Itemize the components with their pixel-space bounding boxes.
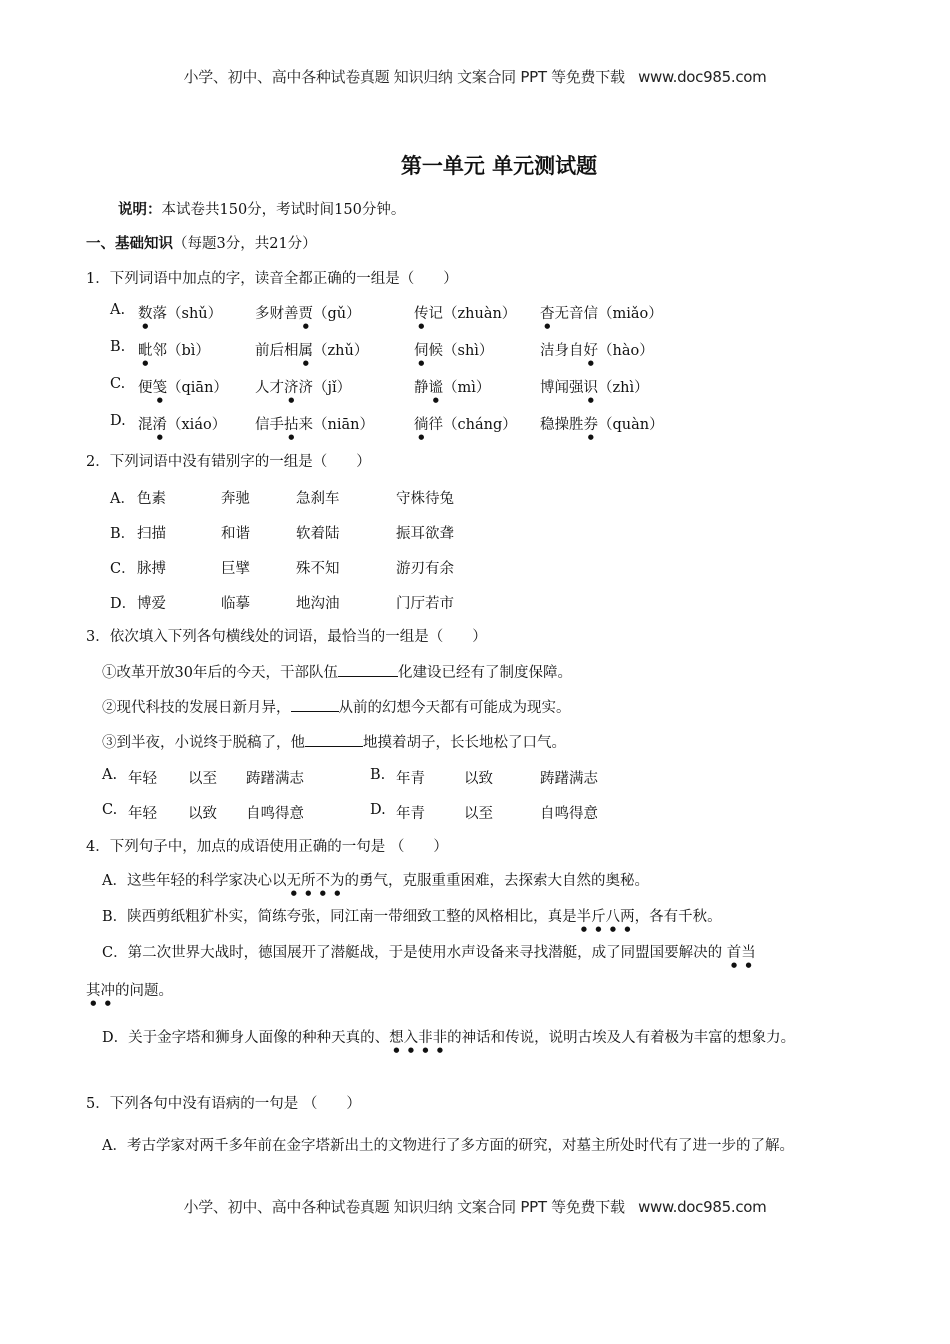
question-4-stem: 4．下列句子中，加点的成语使用正确的一句是 （ ）: [86, 839, 448, 855]
word-item: 急刹车: [296, 491, 340, 507]
question-5-option-a: A．考古学家对两千多年前在金字塔新出土的文物进行了多方面的研究，对墓主所处时代有了进一步的了解。: [102, 1138, 794, 1154]
word-item: 博爱: [137, 596, 166, 612]
pinyin-item: 传记（zhuàn）: [414, 306, 517, 322]
question-4-option-c-line1: C．第二次世界大战时，德国展开了潜艇战，于是使用水声设备来寻找潜艇，成了同盟国要解决的 首当: [102, 945, 756, 961]
option-letter: B.: [370, 767, 386, 783]
note-text: 本试卷共150分，考试时间150分钟。: [161, 202, 406, 218]
dotted-char: 识: [583, 380, 598, 396]
dotted-idiom: 无所不为: [286, 873, 345, 889]
dotted-char: 毗: [138, 343, 153, 359]
pinyin-item: 毗邻（bì）: [138, 343, 210, 359]
pinyin-item: 信手拈来（niān）: [255, 417, 374, 433]
dotted-idiom: 其冲: [86, 983, 115, 999]
dotted-char: 谧: [428, 380, 443, 396]
section-heading: [86, 234, 317, 254]
blank-line: [305, 732, 363, 747]
question-4-option-b: B．陕西剪纸粗犷朴实，简练夸张，同江南一带细致工整的风格相比，真是半斤八两，各有千秋。: [102, 909, 722, 925]
word-item: 以致: [188, 806, 217, 822]
question-4-option-c-line2: 其冲的问题。: [86, 983, 173, 999]
pinyin-item: 混淆（xiáo）: [138, 417, 227, 433]
question-4-option-a: A．这些年轻的科学家决心以无所不为的勇气，克服重重困难，去探索大自然的奥秘。: [102, 873, 649, 889]
option-letter: D.: [370, 802, 386, 818]
option-letter: A．: [110, 491, 135, 507]
pinyin-item: 数落（shǔ）: [138, 306, 223, 322]
option-letter: A.: [102, 767, 118, 783]
word-item: 和谐: [221, 526, 250, 542]
option-letter: B．: [110, 526, 136, 542]
pinyin-item: 伺候（shì）: [414, 343, 494, 359]
word-item: 扫描: [137, 526, 166, 542]
pinyin-item: 静谧（mì）: [414, 380, 491, 396]
blank-line: [338, 662, 398, 677]
dotted-char: 数: [138, 306, 153, 322]
pinyin-item: 多财善贾（gǔ）: [255, 306, 361, 322]
dotted-char: 杳: [540, 306, 555, 322]
option-letter: C．: [110, 561, 136, 577]
pinyin-item: 便笺（qiān）: [138, 380, 228, 396]
section-detail: （每题3分，共21分）: [173, 236, 317, 252]
word-item: 软着陆: [296, 526, 340, 542]
word-item: 年轻: [128, 806, 157, 822]
dotted-idiom: 半斤八两: [576, 909, 635, 925]
section-title: 一、基础知识: [86, 236, 173, 252]
word-item: 临摹: [221, 596, 250, 612]
dotted-char: 淆: [152, 417, 167, 433]
dotted-char: 券: [583, 417, 598, 433]
banner-text: 小学、初中、高中各种试卷真题 知识归纳 文案合同 PPT 等免费下载: [183, 68, 625, 86]
pinyin-item: 杳无音信（miǎo）: [540, 306, 663, 322]
word-item: 脉搏: [137, 561, 166, 577]
option-letter: C.: [102, 802, 118, 818]
word-item: 以至: [188, 771, 217, 787]
dotted-char: 属: [298, 343, 313, 359]
note-label: 说明：: [118, 202, 162, 218]
word-item: 年青: [396, 771, 425, 787]
pinyin-item: 稳操胜券（quàn）: [540, 417, 664, 433]
banner-url[interactable]: www.doc985.com: [638, 1198, 767, 1216]
dotted-char: 传: [414, 306, 429, 322]
word-item: 年轻: [128, 771, 157, 787]
dotted-char: 笺: [152, 380, 167, 396]
word-item: 守株待兔: [396, 491, 454, 507]
question-4-option-d: D．关于金字塔和狮身人面像的种种天真的、想入非非的神话和传说，说明古埃及人有着极为丰富的想象力。: [102, 1030, 796, 1046]
word-item: 以致: [464, 771, 493, 787]
word-item: 自鸣得意: [246, 806, 304, 822]
word-item: 以至: [464, 806, 493, 822]
question-3-stem: 3．依次填入下列各句横线处的词语，最恰当的一组是（ ）: [86, 629, 487, 645]
word-item: 巨擘: [221, 561, 250, 577]
question-2-stem: 2．下列词语中没有错别字的一组是（ ）: [86, 454, 371, 470]
option-letter: D.: [110, 413, 126, 429]
option-letter: A.: [110, 302, 126, 318]
word-item: 自鸣得意: [540, 806, 598, 822]
word-item: 振耳欲聋: [396, 526, 454, 542]
header-banner: [0, 66, 950, 87]
question-1-stem: 1．下列词语中加点的字，读音全都正确的一组是（ ）: [86, 271, 458, 287]
pinyin-item: 徜徉（cháng）: [414, 417, 517, 433]
dotted-char: 伺: [414, 343, 429, 359]
word-item: 门厅若市: [396, 596, 454, 612]
word-item: 地沟油: [296, 596, 340, 612]
fill-sentence: ②现代科技的发展日新月异， 从前的幻想今天都有可能成为现实。: [102, 697, 571, 718]
word-item: 游刃有余: [396, 561, 454, 577]
pinyin-item: 博闻强识（zhì）: [540, 380, 649, 396]
word-item: 年青: [396, 806, 425, 822]
dotted-idiom: 想入非非: [389, 1030, 448, 1046]
word-item: 踌躇满志: [246, 771, 304, 787]
option-letter: C.: [110, 376, 126, 392]
page-title: 第一单元 单元测试题: [400, 154, 598, 178]
dotted-char: 好: [583, 343, 598, 359]
option-letter: B.: [110, 339, 126, 355]
word-item: 踌躇满志: [540, 771, 598, 787]
pinyin-item: 洁身自好（hào）: [540, 343, 654, 359]
exam-note: [118, 200, 405, 220]
banner-text: 小学、初中、高中各种试卷真题 知识归纳 文案合同 PPT 等免费下载: [183, 1198, 625, 1216]
dotted-idiom: 首当: [726, 945, 756, 961]
word-item: 色素: [137, 491, 166, 507]
word-item: 奔驰: [221, 491, 250, 507]
dotted-char: 徜: [414, 417, 429, 433]
pinyin-item: 前后相属（zhǔ）: [255, 343, 369, 359]
word-item: 殊不知: [296, 561, 340, 577]
fill-sentence: ①改革开放30年后的今天，干部队伍 化建设已经有了制度保障。: [102, 662, 572, 683]
dotted-char: 贾: [298, 306, 313, 322]
fill-sentence: ③到半夜，小说终于脱稿了，他 地摸着胡子，长长地松了口气。: [102, 732, 566, 753]
footer-banner: [0, 1196, 950, 1217]
blank-line: [291, 697, 339, 712]
option-letter: D．: [110, 596, 137, 612]
question-5-stem: 5．下列各句中没有语病的一句是 （ ）: [86, 1096, 361, 1112]
dotted-char: 济: [284, 380, 299, 396]
dotted-char: 拈: [284, 417, 299, 433]
pinyin-item: 人才济济（jǐ）: [255, 380, 352, 396]
banner-url[interactable]: www.doc985.com: [638, 68, 767, 86]
